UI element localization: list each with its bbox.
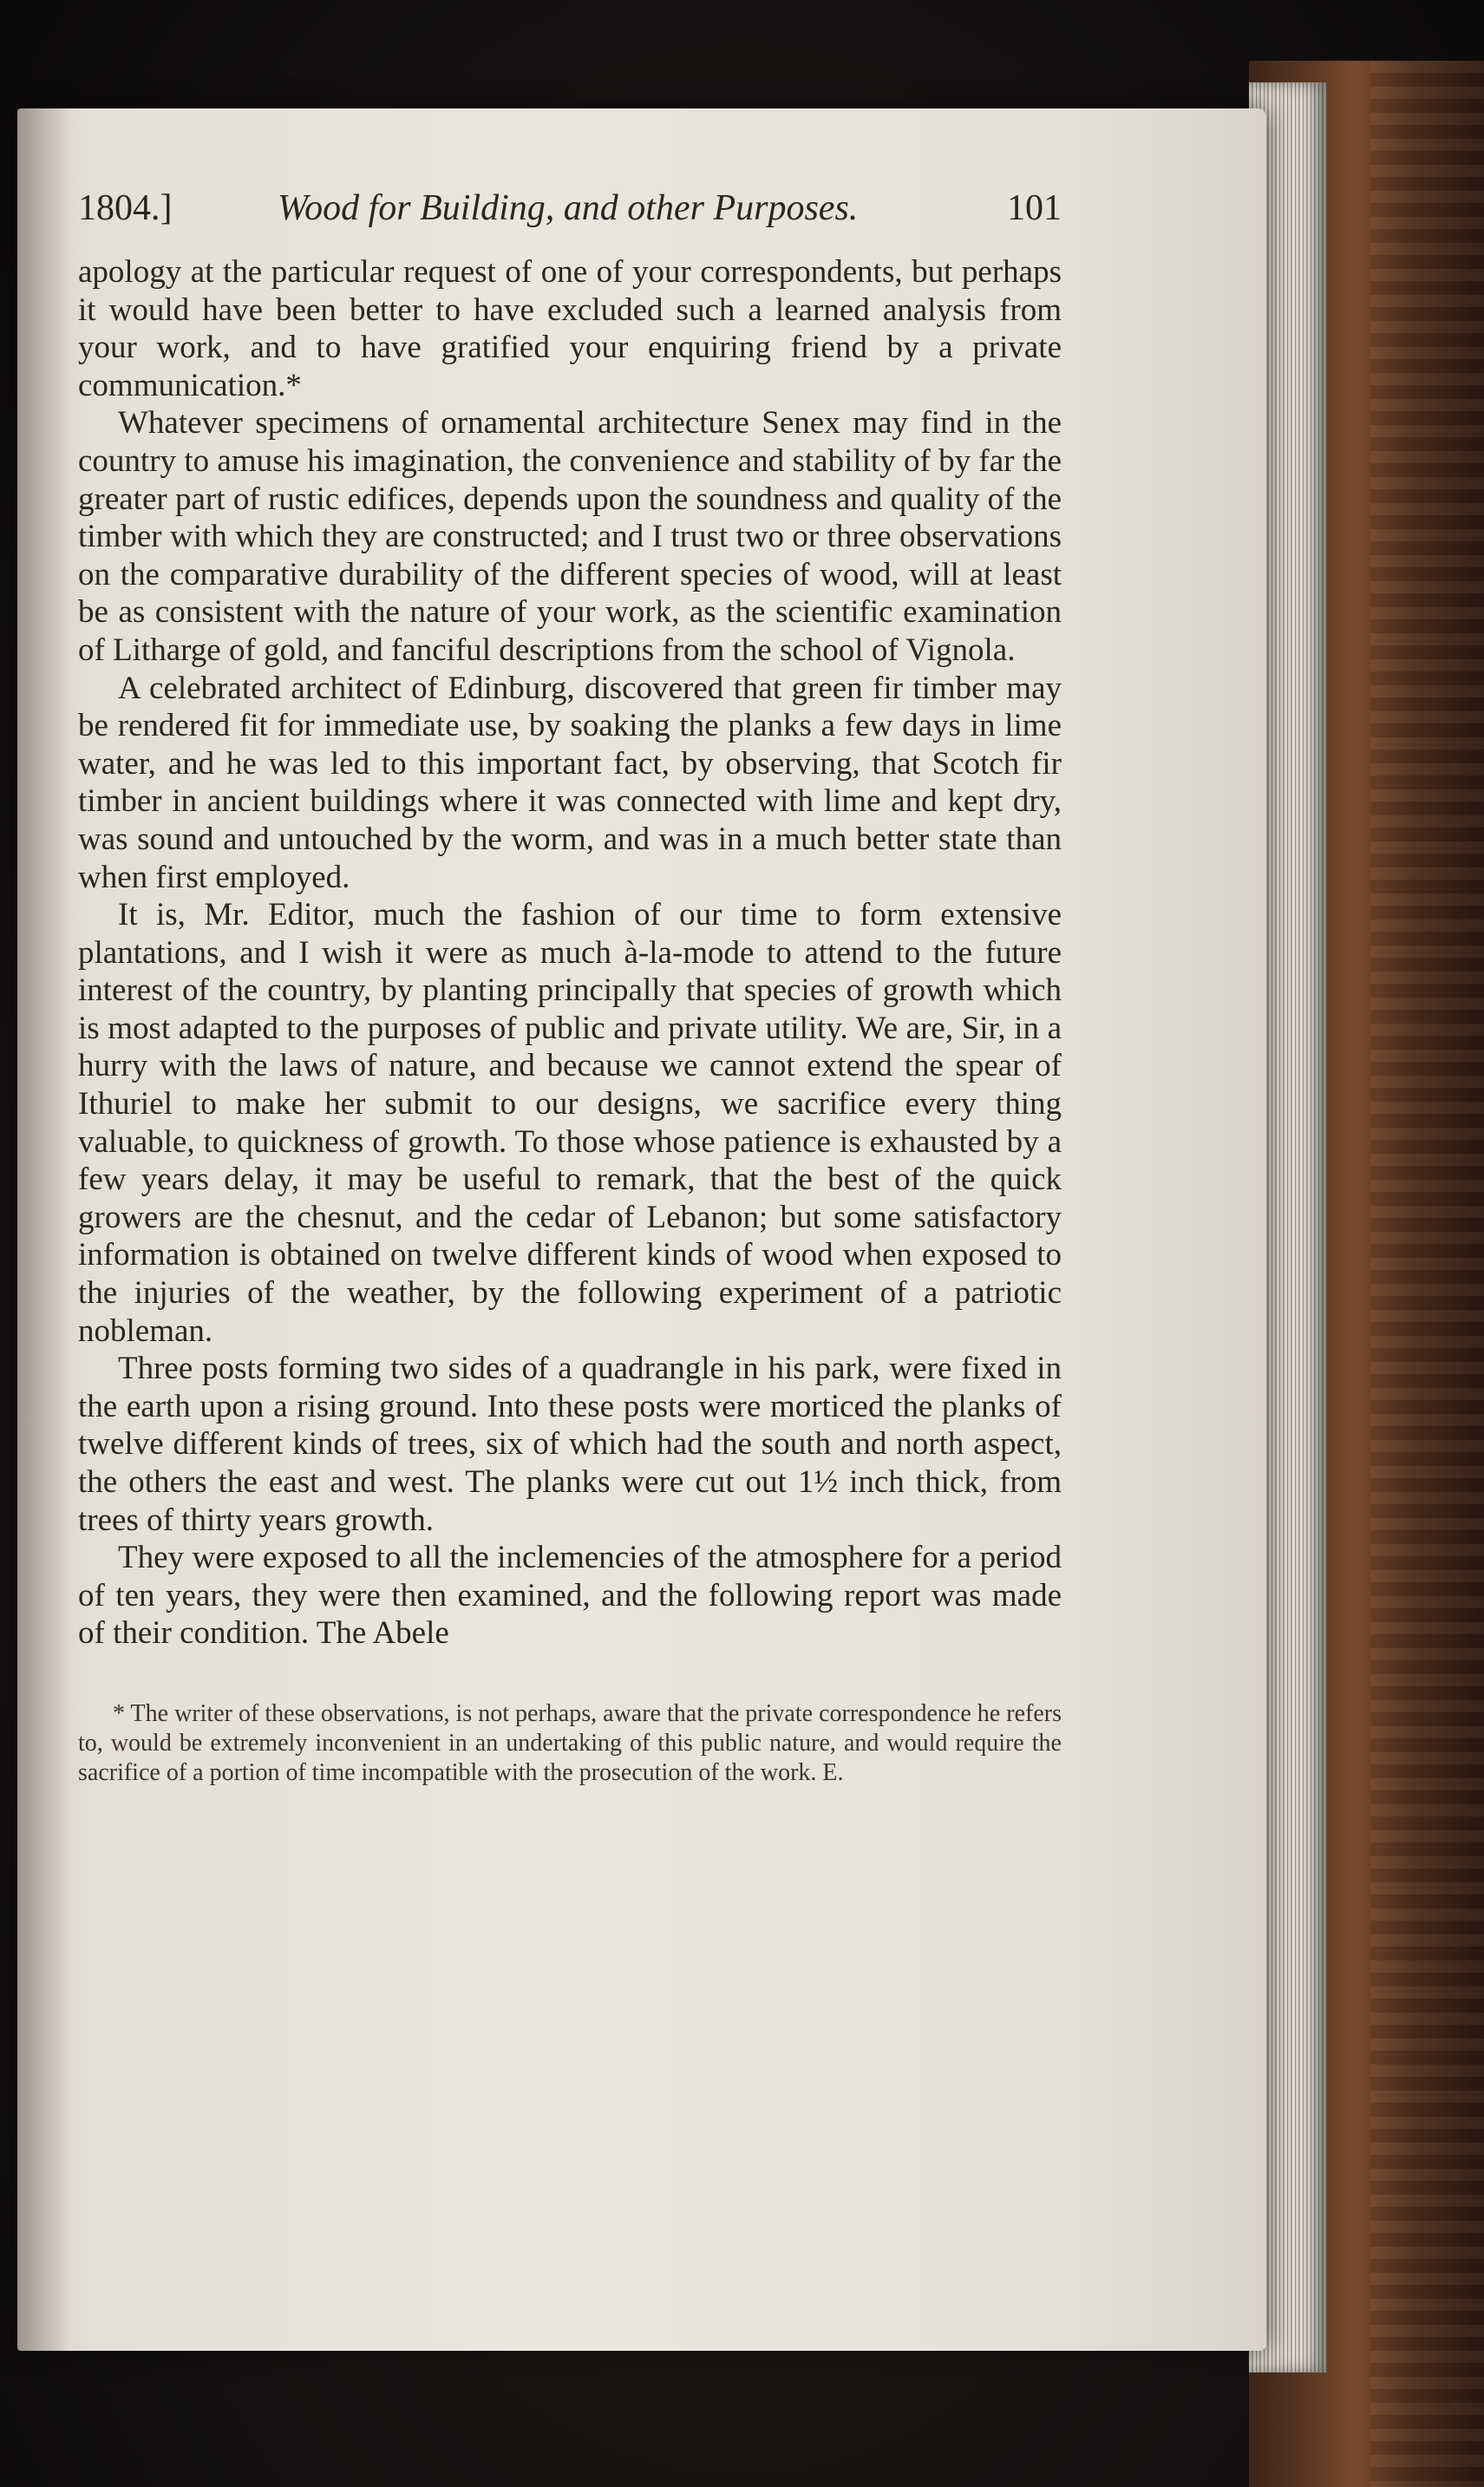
header-year: 1804.] (78, 188, 173, 228)
paragraph: Whatever specimens of ornamental architecture Senex may find in the country to amuse his imagination, the convenience and stability of by far the greater part of rustic edifices, depends upon the soundness and quality of the timber with which they are constructed; and I trust two or three observations on the comparative durability of the different species of wood, will at least be as consistent with the nature of your work, as the scientific examination of Litharge of gold, and fanciful descriptions from the school of Vignola. (78, 405, 1062, 668)
page-number: 101 (1007, 188, 1062, 228)
body-text (78, 253, 1062, 1653)
paragraph: It is, Mr. Editor, much the fashion of our time to form extensive plantations, and I wish it were as much à-la-mode to attend to the future interest of the country, by planting principally that species of growth which is most adapted to the purposes of public and private utility. We are, Sir, in a hurry with the laws of nature, and because we cannot extend the spear of Ithuriel to make her submit to our designs, we sacrifice every thing valuable, to quickness of growth. To those whose patience is exhausted by a few years delay, it may be useful to remark, that the best of the quick growers are the chesnut, and the cedar of Lebanon; but some satisfactory information is obtained on twelve different kinds of wood when exposed to the injuries of the weather, by the following experiment of a patriotic nobleman. (78, 897, 1062, 1349)
paragraph: A celebrated architect of Edinburg, discovered that green fir timber may be rendered fit for immediate use, by soaking the planks a few days in lime water, and he was led to this important fact, by observing, that Scotch fir timber in ancient buildings where it was connected with lime and kept dry, was sound and untouched by the worm, and was in a much better state than when first employed. (78, 670, 1062, 895)
running-header (78, 182, 1062, 234)
paragraph: apology at the particular request of one of your correspondents, but perhaps it would have been better to have excluded such a learned analysis from your work, and to have gratified your enquiring friend by a private communication.* (78, 254, 1062, 403)
footnote: * The writer of these observations, is not perhaps, aware that the private correspondence he refers to, would be extremely inconvenient in an undertaking of this public nature, and would require the sacrifice of a portion of time incompatible with the prosecution of the work. E. (78, 1699, 1062, 1786)
paragraph: They were exposed to all the inclemencies of the atmosphere for a period of ten years, they were then examined, and the following report was made of their condition. The Abele (78, 1540, 1062, 1652)
running-title: Wood for Building, and other Purposes. (278, 188, 859, 228)
gutter-shadow (17, 108, 69, 2351)
paragraph: Three posts forming two sides of a quadrangle in his park, were fixed in the earth upon a rising ground. Into these posts were morticed the planks of twelve different kinds of trees, six of which had the south and north aspect, the others the east and west. The planks were cut out 1½ inch thick, from trees of thirty years growth. (78, 1351, 1062, 1538)
page-text-block (78, 182, 1062, 1788)
